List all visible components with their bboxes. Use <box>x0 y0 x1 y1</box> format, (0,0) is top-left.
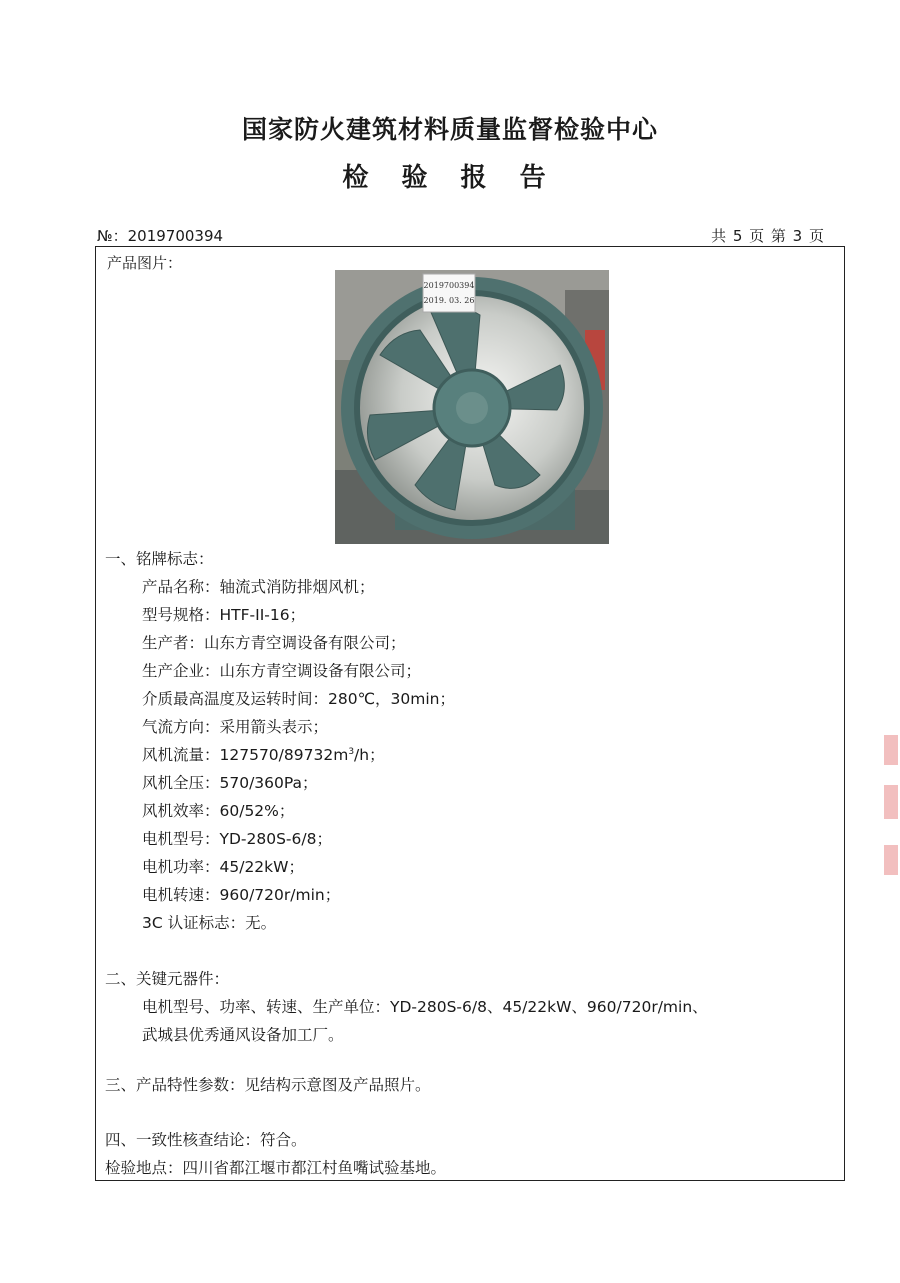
photo-tag-date: 2019. 03. 26 <box>423 296 475 305</box>
nameplate-item: 产品名称：轴流式消防排烟风机； <box>142 578 375 596</box>
flow-value: 风机流量：127570/89732m <box>142 746 349 764</box>
org-title: 国家防火建筑材料质量监督检验中心 <box>241 115 658 144</box>
nameplate-item: 电机型号：YD-280S-6/8； <box>142 830 332 848</box>
nameplate-item: 生产者：山东方青空调设备有限公司； <box>142 634 406 652</box>
page-info: 共 5 页 第 3 页 <box>711 227 825 245</box>
nameplate-item: 型号规格：HTF-II-16； <box>142 606 306 624</box>
flow-superscript: 3 <box>348 746 355 757</box>
section1-heading: 一、铭牌标志： <box>105 550 214 568</box>
key-components-line: 武城县优秀通风设备加工厂。 <box>142 1026 344 1044</box>
nameplate-item: 电机转速：960/720r/min； <box>142 886 341 904</box>
nameplate-item: 风机全压：570/360Pa； <box>142 774 318 792</box>
nameplate-item-flow <box>142 743 385 765</box>
section3-heading: 三、产品特性参数：见结构示意图及产品照片。 <box>105 1076 431 1094</box>
nameplate-item: 电机功率：45/22kW； <box>142 858 304 876</box>
nameplate-item: 气流方向：采用箭头表示； <box>142 718 329 736</box>
test-location: 检验地点：四川省都江堰市都江村鱼嘴试验基地。 <box>105 1159 447 1177</box>
photo-tag-number: 2019700394 <box>423 281 475 290</box>
nameplate-item: 介质最高温度及运转时间：280℃，30min； <box>142 690 455 708</box>
fan-illustration <box>335 270 609 544</box>
nameplate-item: 生产企业：山东方青空调设备有限公司； <box>142 662 422 680</box>
section4-heading: 四、一致性核查结论：符合。 <box>105 1131 307 1149</box>
product-photo <box>335 270 609 544</box>
section2-heading: 二、关键元器件： <box>105 970 230 988</box>
nameplate-item: 3C 认证标志：无。 <box>142 914 277 932</box>
key-components-line: 电机型号、功率、转速、生产单位：YD-280S-6/8、45/22kW、960/720r/min、 <box>142 998 708 1016</box>
seal-edge <box>884 785 898 819</box>
seal-edge <box>884 735 898 765</box>
photo-label: 产品图片： <box>107 254 183 272</box>
seal-edge <box>884 845 898 875</box>
flow-suffix: /h； <box>354 746 385 764</box>
nameplate-item: 风机效率：60/52%； <box>142 802 295 820</box>
report-number: №：2019700394 <box>97 227 224 245</box>
doc-title: 检 验 报 告 <box>342 163 558 193</box>
